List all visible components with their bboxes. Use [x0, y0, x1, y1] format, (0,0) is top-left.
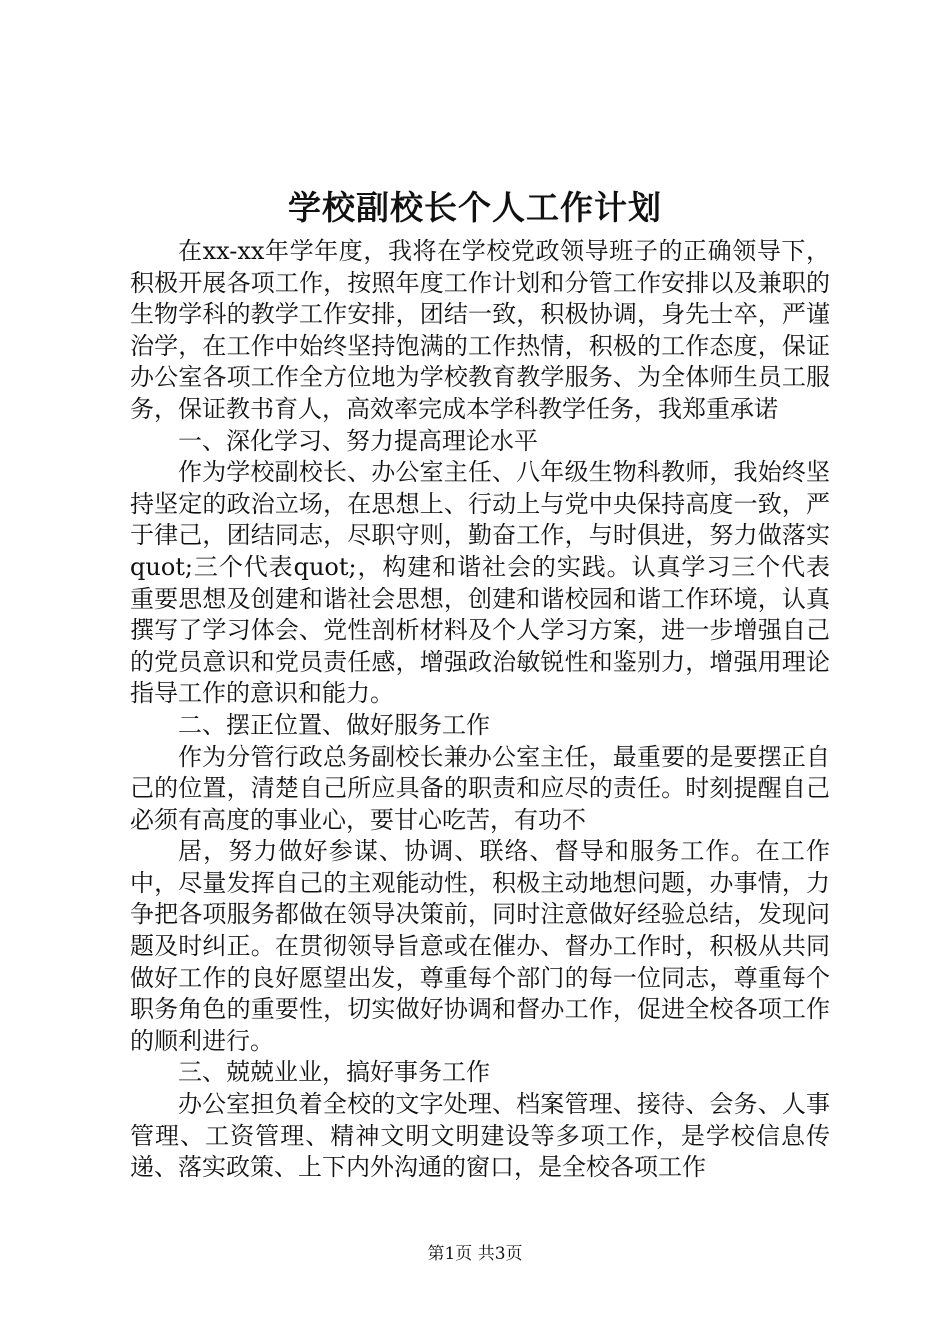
section-2-heading: 二、摆正位置、做好服务工作 — [178, 710, 490, 739]
document-body — [130, 236, 830, 1184]
section-1-paragraph: 作为学校副校长、办公室主任、八年级生物科教师，我始终坚持坚定的政治立场，在思想上、行动上与党中央保持高度一致，严于律己，团结同志，尽职守则，勤奋工作，与时俱进，努力做落实quot;三个代表quot;，构建和谐社会的实践。认真学习三个代表重要思想及创建和谐社会思想，创建和谐校园和谐工作环境，认真撰写了学习体会、党性剖析材料及个人学习方案，进一步增强自己的党员意识和党员责任感，增强政治敏锐性和鉴别力，增强用理论指导工作的意识和能力。 — [130, 458, 830, 708]
page-number-footer: 第1页 共3页 — [427, 1244, 523, 1264]
document-title: 学校副校长个人工作计划 — [288, 188, 662, 227]
section-2-paragraph-a: 作为分管行政总务副校长兼办公室主任，最重要的是要摆正自己的位置，清楚自己所应具备的职责和应尽的责任。时刻提醒自己必须有高度的事业心，要甘心吃苦，有功不 — [130, 742, 830, 834]
section-2-paragraph-b: 居，努力做好参谋、协调、联络、督导和服务工作。在工作中，尽量发挥自己的主观能动性，积极主动地想问题，办事情，力争把各项服务都做在领导决策前，同时注意做好经验总结，发现问题及时纠正。在贯彻领导旨意或在催办、督办工作时，积极从共同做好工作的良好愿望出发，尊重每个部门的每一位同志，尊重每个职务角色的重要性，切实做好协调和督办工作，促进全校各项工作的顺利进行。 — [130, 837, 830, 1055]
section-3-paragraph: 办公室担负着全校的文字处理、档案管理、接待、会务、人事管理、工资管理、精神文明文明建设等多项工作，是学校信息传递、落实政策、上下内外沟通的窗口，是全校各项工作 — [130, 1090, 830, 1182]
intro-paragraph: 在xx-xx年学年度，我将在学校党政领导班子的正确领导下，积极开展各项工作，按照年度工作计划和分管工作安排以及兼职的生物学科的教学工作安排，团结一致，积极协调，身先士卒，严谨治学，在工作中始终坚持饱满的工作热情，积极的工作态度，保证办公室各项工作全方位地为学校教育教学服务、为全体师生员工服务，保证教书育人，高效率完成本学科教学任务，我郑重承诺 — [130, 237, 830, 423]
section-1-heading: 一、深化学习、努力提高理论水平 — [178, 426, 538, 455]
section-3-heading: 三、兢兢业业，搞好事务工作 — [178, 1058, 490, 1087]
